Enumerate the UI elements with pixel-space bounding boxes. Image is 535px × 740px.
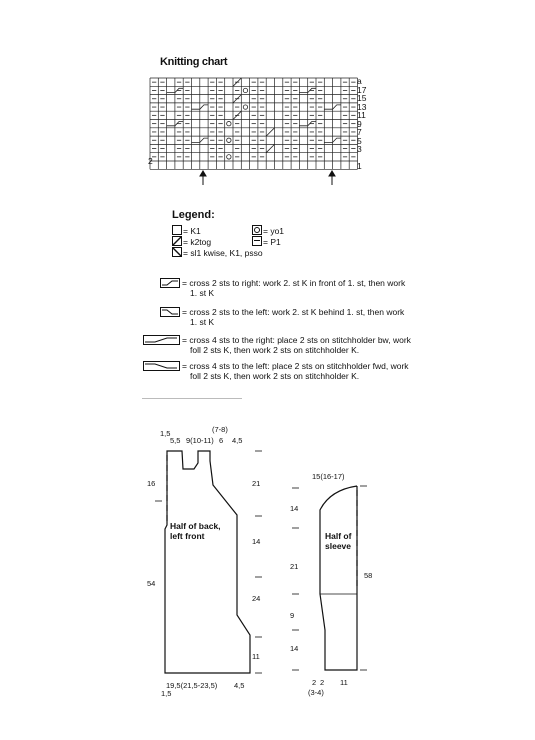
back-piece-label xyxy=(170,521,221,541)
k2tog-symbol-icon xyxy=(172,236,182,246)
legend-k2tog xyxy=(172,236,211,247)
dim-label: 1,5 xyxy=(161,689,172,698)
legend-cross4-right xyxy=(182,335,442,355)
row-label: 7 xyxy=(357,127,362,137)
dim-label: 54 xyxy=(147,579,156,588)
dim-label: 21 xyxy=(290,562,299,571)
row-label: 13 xyxy=(357,101,367,112)
row-label: 1 xyxy=(357,160,362,171)
dim-label: 4,5 xyxy=(232,436,243,445)
dim-label: 21 xyxy=(252,479,261,488)
dim-label: 19,5(21,5-23,5) xyxy=(166,681,218,690)
row-label: 17 xyxy=(357,84,367,95)
dim-label: 5,5 xyxy=(170,436,181,445)
cross-4-right-icon xyxy=(143,335,180,345)
dim-label: 11 xyxy=(340,678,348,687)
label-line: left front xyxy=(170,531,205,541)
legend-p1 xyxy=(252,236,281,247)
dim-label: 14 xyxy=(290,644,299,653)
side-row-label: 2 xyxy=(148,156,153,166)
row-label: 5 xyxy=(357,135,362,146)
dim-label: 58 xyxy=(364,571,373,580)
decrease-mark xyxy=(266,128,274,136)
dim-label: 15(16-17) xyxy=(312,472,345,481)
row-number-column xyxy=(357,77,377,170)
dim-label: 11 xyxy=(252,652,260,661)
cross-2-left-icon xyxy=(160,307,180,317)
row-label: 15 xyxy=(357,93,367,103)
dim-label: 14 xyxy=(290,504,299,513)
p1-symbol-icon xyxy=(252,236,262,246)
dim-label: (3-4) xyxy=(308,688,324,697)
legend-text: 1. st K xyxy=(190,317,215,327)
section-divider xyxy=(142,398,242,399)
decrease-mark xyxy=(233,95,241,103)
legend-k1 xyxy=(172,225,201,236)
sleeve-outline xyxy=(320,486,357,670)
dim-label: (7-8) xyxy=(212,425,228,434)
decrease-mark xyxy=(266,144,274,152)
legend-cross2-right xyxy=(182,278,442,298)
arrow-marker-left xyxy=(200,171,206,185)
dim-label: 14 xyxy=(252,537,261,546)
legend-text: foll 2 sts K, then work 2 sts on stitchholder K. xyxy=(190,371,360,381)
dim-label: 6 xyxy=(219,436,224,445)
legend-title: Legend: xyxy=(172,209,215,221)
dim-label: 9(10-11) xyxy=(186,436,214,445)
row-label: 11 xyxy=(357,110,366,120)
legend-text: = K1 xyxy=(183,226,201,236)
legend-sl1 xyxy=(172,247,263,258)
legend-text: 1. st K xyxy=(190,288,215,298)
legend-cross2-left xyxy=(182,307,442,327)
sleeve-schematic xyxy=(290,470,375,685)
row-label: a xyxy=(357,76,362,86)
label-line: sleeve xyxy=(325,541,351,551)
decrease-mark xyxy=(233,111,241,119)
dim-label: 2 xyxy=(312,678,317,687)
legend-text: = cross 4 sts to the right: place 2 sts on stitchholder bw, work xyxy=(182,335,411,345)
dim-label: 9 xyxy=(290,611,295,620)
yo-mark xyxy=(227,121,231,125)
k1-symbol-icon xyxy=(172,225,182,235)
legend-cross4-left xyxy=(182,361,442,381)
legend-text: = k2tog xyxy=(183,237,212,247)
dim-label: 2 xyxy=(320,678,325,687)
yo-mark xyxy=(227,138,231,142)
legend-text: = sl1 kwise, K1, psso xyxy=(183,248,263,258)
label-line: Half of xyxy=(325,531,352,541)
yo-mark xyxy=(227,155,231,159)
sl1-psso-symbol-icon xyxy=(172,247,182,257)
cross-2-right-icon xyxy=(160,278,180,288)
label-line: Half of back, xyxy=(170,521,221,531)
row-label: 3 xyxy=(357,144,362,154)
chart-title: Knitting chart xyxy=(160,56,228,68)
row-label: 9 xyxy=(357,118,362,129)
decrease-mark xyxy=(233,78,241,86)
dim-label: 4,5 xyxy=(234,681,245,690)
cross-4-left-icon xyxy=(143,361,180,371)
yo-mark xyxy=(243,105,247,109)
knitting-chart-grid xyxy=(140,72,365,187)
back-outline xyxy=(165,451,250,673)
arrow-marker-right xyxy=(329,171,335,185)
dim-label: 16 xyxy=(147,479,156,488)
yo1-symbol-icon xyxy=(252,225,262,235)
legend-text: = cross 2 sts to the left: work 2. st K behind 1. st, then work xyxy=(182,307,405,317)
legend-text: = yo1 xyxy=(263,226,285,236)
back-schematic xyxy=(140,425,280,710)
legend-text: foll 2 sts K, then work 2 sts on stitchholder K. xyxy=(190,345,360,355)
yo-mark xyxy=(243,88,247,92)
legend-yo1 xyxy=(252,225,284,236)
sleeve-piece-label xyxy=(325,531,351,551)
legend-text: = P1 xyxy=(263,237,281,247)
dim-label: 1,5 xyxy=(160,429,171,438)
dim-label: 24 xyxy=(252,594,261,603)
legend-text: = cross 4 sts to the left: place 2 sts on stitchholder fwd, work xyxy=(182,361,409,371)
legend-text: = cross 2 sts to right: work 2. st K in front of 1. st, then work xyxy=(182,278,406,288)
